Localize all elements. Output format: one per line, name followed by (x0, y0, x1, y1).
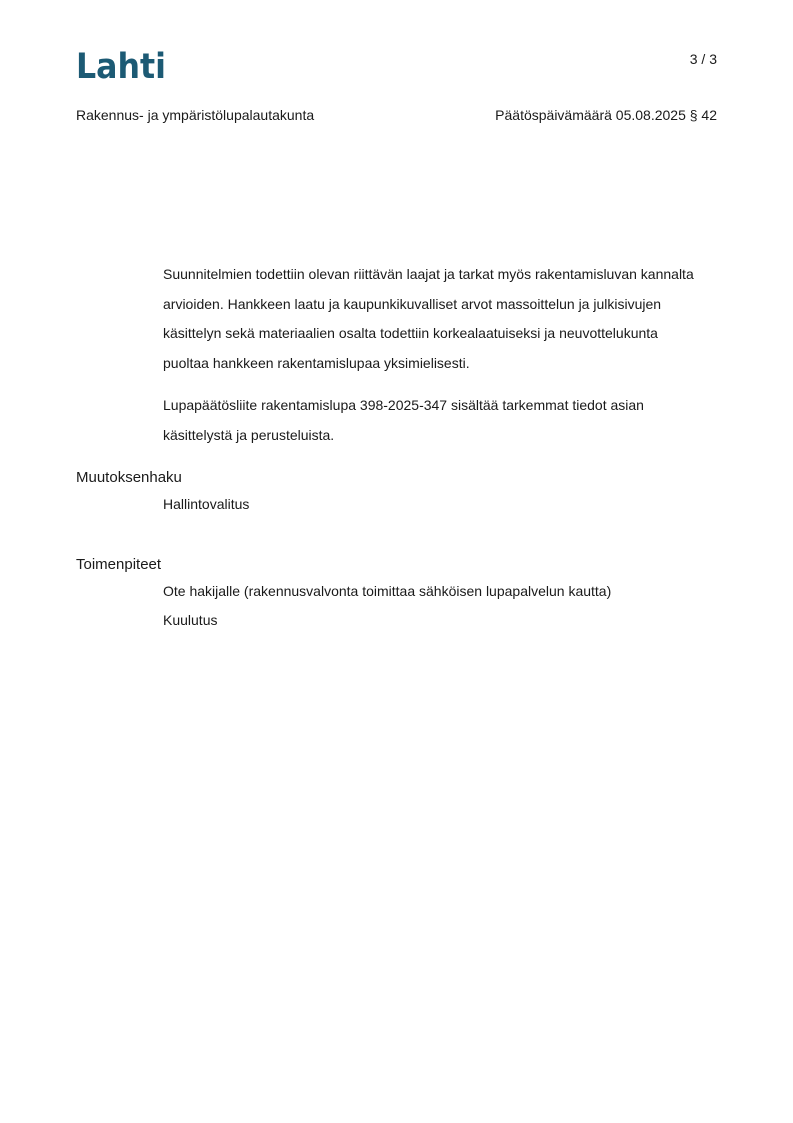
body-paragraph-1: Suunnitelmien todettiin olevan riittävän laajat ja tarkat myös rakentamisluvan kannalta arvioiden. Hankkeen laatu ja kaupunkikuvalliset arvot massoittelun ja julkisivujen käsittelyn sekä materiaalien osalta todettiin korkealaatuiseksi ja neuvottelukunta puoltaa hankkeen rakentamislupaa yksimielisesti. (163, 266, 694, 371)
toimenpiteet-item-ote: Ote hakijalle (rakennusvalvonta toimittaa sähköisen lupapalvelun kautta) (163, 583, 612, 599)
svg-text:Lahti: Lahti (76, 47, 166, 83)
decision-reference: Päätöspäivämäärä 05.08.2025 § 42 (495, 107, 717, 123)
committee-name: Rakennus- ja ympäristölupalautakunta (76, 107, 315, 123)
lahti-logo (76, 47, 168, 83)
page-number: 3 / 3 (689, 51, 717, 67)
body-paragraph-2: Lupapäätösliite rakentamislupa 398-2025-347 sisältää tarkemmat tiedot asian käsittelystä ja perusteluista. (163, 397, 644, 443)
muutoksenhaku-item: Hallintovalitus (163, 496, 250, 512)
section-heading-muutoksenhaku: Muutoksenhaku (76, 469, 182, 486)
section-heading-toimenpiteet: Toimenpiteet (76, 556, 162, 573)
toimenpiteet-item-kuulutus: Kuulutus (163, 612, 218, 628)
